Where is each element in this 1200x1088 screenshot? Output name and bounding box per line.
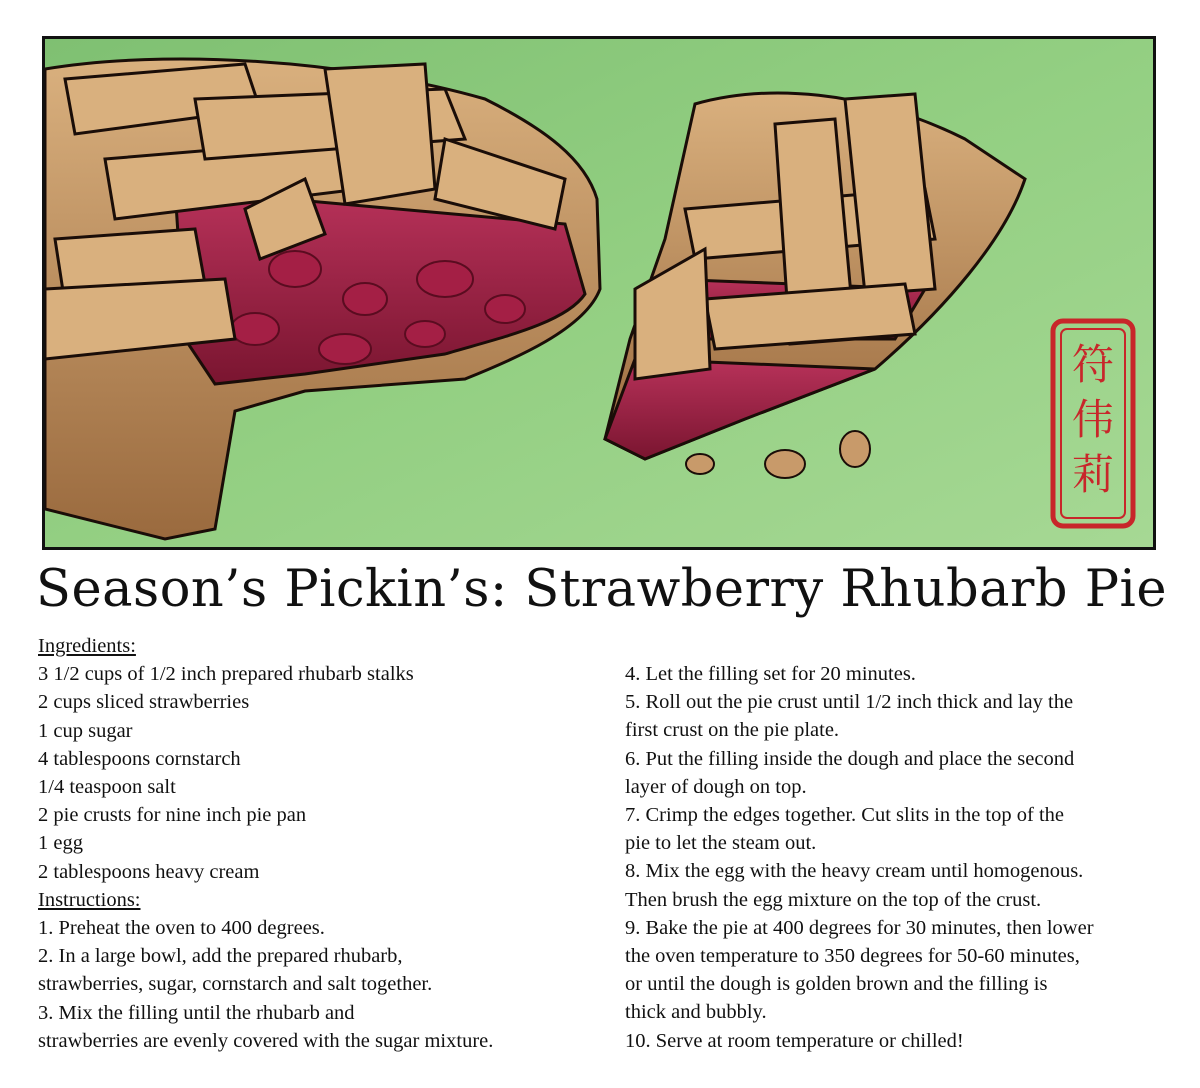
ingredient-item: 2 tablespoons heavy cream: [38, 860, 260, 883]
recipe-title: Season’s Pickin’s: Strawberry Rhubarb Pie: [36, 560, 1168, 619]
instruction-line: Then brush the egg mixture on the top of the crust.: [625, 888, 1042, 911]
instruction-line: 6. Put the filling inside the dough and place the second: [625, 747, 1075, 770]
instruction-line: 3. Mix the filling until the rhubarb and: [38, 1001, 355, 1024]
instruction-line: strawberries are evenly covered with the sugar mixture.: [38, 1029, 494, 1052]
svg-text:符: 符: [1071, 340, 1115, 389]
instruction-line: first crust on the pie plate.: [625, 719, 840, 742]
instruction-line: 10. Serve at room temperature or chilled!: [625, 1029, 964, 1052]
svg-text:莉: 莉: [1071, 450, 1115, 499]
instruction-line: 7. Crimp the edges together. Cut slits in the top of the: [625, 804, 1064, 827]
svg-text:伟: 伟: [1071, 395, 1115, 444]
instructions-heading: Instructions:: [38, 888, 141, 911]
ingredient-item: 2 cups sliced strawberries: [38, 691, 250, 714]
instruction-line: the oven temperature to 350 degrees for 50-60 minutes,: [625, 945, 1080, 968]
ingredient-item: 1 cup sugar: [38, 719, 133, 742]
ingredient-item: 3 1/2 cups of 1/2 inch prepared rhubarb stalks: [38, 663, 414, 686]
pie-illustration: [42, 36, 1156, 550]
instruction-line: 5. Roll out the pie crust until 1/2 inch thick and lay the: [625, 691, 1074, 714]
instruction-line: or until the dough is golden brown and the filling is: [625, 973, 1048, 996]
ingredient-item: 2 pie crusts for nine inch pie pan: [38, 804, 307, 827]
instruction-line: strawberries, sugar, cornstarch and salt together.: [38, 973, 433, 996]
instruction-line: 9. Bake the pie at 400 degrees for 30 minutes, then lower: [625, 916, 1094, 939]
right-column: [625, 660, 1185, 1055]
instruction-line: layer of dough on top.: [625, 775, 807, 798]
ingredient-item: 1/4 teaspoon salt: [38, 776, 176, 799]
left-column: [38, 632, 608, 1055]
instruction-line: 4. Let the filling set for 20 minutes.: [625, 663, 916, 685]
instruction-line: 1. Preheat the oven to 400 degrees.: [38, 917, 325, 940]
instruction-line: 8. Mix the egg with the heavy cream until homogenous.: [625, 860, 1084, 883]
instruction-line: 2. In a large bowl, add the prepared rhubarb,: [38, 945, 403, 968]
instruction-line: pie to let the steam out.: [625, 832, 817, 855]
ingredient-item: 1 egg: [38, 832, 83, 855]
instruction-line: thick and bubbly.: [625, 1001, 767, 1024]
ingredients-heading: Ingredients:: [38, 635, 136, 657]
ingredient-item: 4 tablespoons cornstarch: [38, 747, 241, 770]
